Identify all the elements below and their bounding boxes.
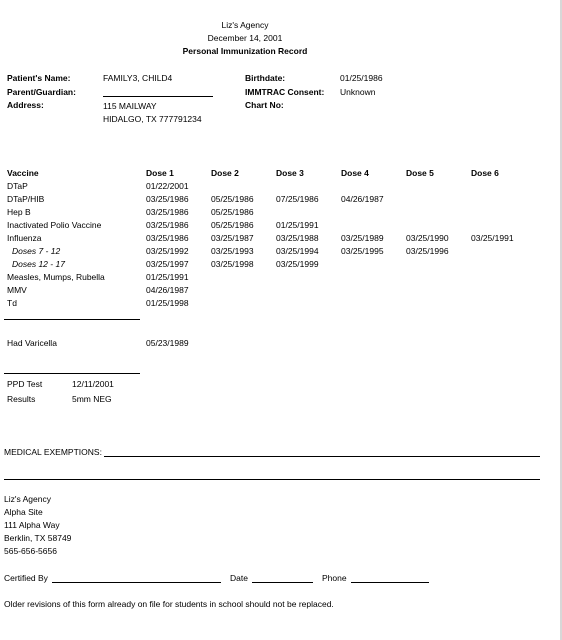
dose-date: 03/25/1989 (341, 233, 384, 243)
dose-date: 03/25/1997 (146, 259, 189, 269)
dose-date: 03/25/1986 (146, 207, 189, 217)
dose-date: 04/26/1987 (146, 285, 189, 295)
medical-exemptions-label: MEDICAL EXEMPTIONS: (4, 447, 102, 457)
vaccine-name: Measles, Mumps, Rubella (7, 272, 105, 282)
patient-name-label: Patient's Name: (7, 73, 71, 83)
footer-city: Berklin, TX 58749 (4, 533, 72, 543)
vaccine-name: Td (7, 298, 17, 308)
col-dose3-header: Dose 3 (276, 168, 304, 178)
vaccine-name: Influenza (7, 233, 42, 243)
consent-label: IMMTRAC Consent: (245, 87, 325, 97)
exemptions-line-1 (104, 456, 540, 457)
vaccine-name: MMV (7, 285, 27, 295)
col-dose6-header: Dose 6 (471, 168, 499, 178)
address-label: Address: (7, 100, 44, 110)
col-vaccine-header: Vaccine (7, 168, 39, 178)
dose-date: 03/25/1986 (146, 220, 189, 230)
exemptions-line-2 (4, 479, 540, 480)
dose-date: 03/25/1988 (276, 233, 319, 243)
table-end-line (4, 319, 140, 320)
dose-date: 07/25/1986 (276, 194, 319, 204)
vaccine-name: Inactivated Polio Vaccine (7, 220, 102, 230)
vaccine-name: DTaP/HIB (7, 194, 45, 204)
dose-date: 03/25/1986 (146, 233, 189, 243)
dose-date: 03/25/1986 (146, 194, 189, 204)
footer-site: Alpha Site (4, 507, 43, 517)
dose-date: 01/22/2001 (146, 181, 189, 191)
address-line-1: 115 MAILWAY (103, 101, 157, 111)
ppd-test-date: 12/11/2001 (72, 379, 114, 389)
dose-date: 03/25/1991 (471, 233, 514, 243)
dose-date: 03/25/1995 (341, 246, 384, 256)
dose-date: 04/26/1987 (341, 194, 384, 204)
certify-date-line (252, 582, 313, 583)
page-title: Personal Immunization Record (182, 46, 308, 56)
col-dose2-header: Dose 2 (211, 168, 239, 178)
dose-date: 03/25/1992 (146, 246, 189, 256)
footer-phone: 565-656-5656 (4, 546, 57, 556)
certify-phone-line (351, 582, 429, 583)
footer-street: 111 Alpha Way (4, 520, 60, 530)
dose-date: 01/25/1991 (146, 272, 189, 282)
dose-date: 03/25/1994 (276, 246, 319, 256)
col-dose4-header: Dose 4 (341, 168, 369, 178)
ppd-results-label: Results (7, 394, 36, 404)
agency-name: Liz's Agency (221, 20, 269, 30)
dose-date: 03/25/1990 (406, 233, 449, 243)
guardian-line (103, 96, 213, 97)
varicella-end-line (4, 373, 140, 374)
report-date: December 14, 2001 (207, 33, 283, 43)
certify-date-label: Date (230, 573, 248, 583)
vaccine-name: Hep B (7, 207, 31, 217)
certified-by-line (52, 582, 221, 583)
birthdate-label: Birthdate: (245, 73, 286, 83)
patient-name-value: FAMILY3, CHILD4 (103, 73, 173, 83)
dose-date: 05/25/1986 (211, 207, 254, 217)
dose-date: 01/25/1991 (276, 220, 319, 230)
vaccine-name: Doses 7 - 12 (12, 246, 61, 256)
address-line-2: HIDALGO, TX 777791234 (103, 114, 202, 124)
footnote: Older revisions of this form already on file for students in school should not be replaced. (4, 599, 334, 609)
col-dose5-header: Dose 5 (406, 168, 434, 178)
dose-date: 03/25/1998 (211, 259, 254, 269)
dose-date: 03/25/1987 (211, 233, 254, 243)
vaccine-name: Doses 12 - 17 (12, 259, 65, 269)
consent-value: Unknown (340, 87, 376, 97)
varicella-label: Had Varicella (7, 338, 57, 348)
footer-agency: Liz's Agency (4, 494, 51, 504)
dose-date: 03/25/1999 (276, 259, 319, 269)
dose-date: 03/25/1993 (211, 246, 254, 256)
chart-no-label: Chart No: (245, 100, 284, 110)
dose-date: 01/25/1998 (146, 298, 189, 308)
dose-date: 05/25/1986 (211, 220, 254, 230)
certified-by-label: Certified By (4, 573, 48, 583)
varicella-date: 05/23/1989 (146, 338, 189, 348)
guardian-label: Parent/Guardian: (7, 87, 76, 97)
certify-phone-label: Phone (322, 573, 347, 583)
dose-date: 05/25/1986 (211, 194, 254, 204)
ppd-test-label: PPD Test (7, 379, 43, 389)
dose-date: 03/25/1996 (406, 246, 449, 256)
col-dose1-header: Dose 1 (146, 168, 174, 178)
ppd-results-value: 5mm NEG (72, 394, 112, 404)
vaccine-name: DTaP (7, 181, 28, 191)
birthdate-value: 01/25/1986 (340, 73, 383, 83)
